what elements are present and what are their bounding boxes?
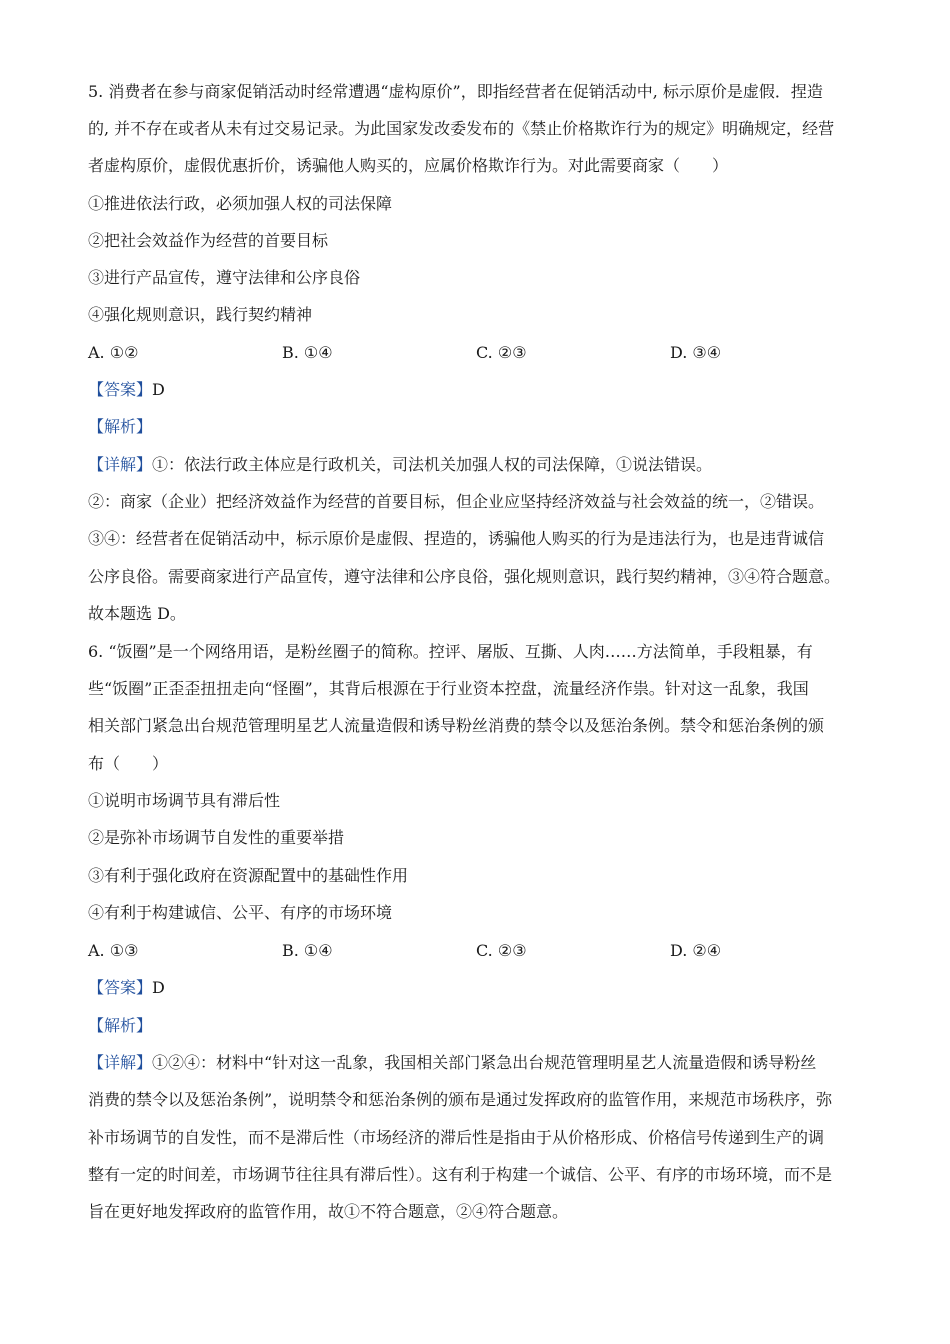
q6-stem-line-4: 布（ ） <box>88 754 169 773</box>
q5-stem-line-1: 5. 消费者在参与商家促销活动时经常遭遇“虚构原价”，即指经营者在促销活动中, 标示原价是虚假．捏造 <box>88 82 823 101</box>
q5-item-4: ④强化规则意识，践行契约精神 <box>88 305 313 324</box>
q5-detail-line-2: ②：商家（企业）把经济效益作为经营的首要目标，但企业应坚持经济效益与社会效益的统一，②错误。 <box>88 492 825 511</box>
q5-stem-line-3: 者虚构原价，虚假优惠折价，诱骗他人购买的，应属价格欺诈行为。对此需要商家（ ） <box>88 156 729 175</box>
q5-detail-line-3: ③④：经营者在促销活动中，标示原价是虚假、捏造的，诱骗他人购买的行为是违法行为，也是违背诚信 <box>88 529 825 548</box>
q6-detail-line-1 <box>88 1051 878 1075</box>
q5-item-3: ③进行产品宣传，遵守法律和公序良俗 <box>88 268 361 287</box>
q6-item-2: ②是弥补市场调节自发性的重要举措 <box>88 828 345 847</box>
q6-stem-line-1: 6. “饭圈”是一个网络用语，是粉丝圈子的简称。控评、屠版、互撕、人肉……方法简单，手段粗暴，有 <box>88 642 813 661</box>
q6-detail-line-4: 整有一定的时间差，市场调节往往具有滞后性）。这有利于构建一个诚信、公平、有序的市场环境，而不是 <box>88 1165 833 1184</box>
q5-detail-line-4: 公序良俗。需要商家进行产品宣传，遵守法律和公序良俗，强化规则意识，践行契约精神，③④符合题意。 <box>88 567 841 586</box>
q5-option-b: B. ①④ <box>282 343 333 362</box>
q5-option-c: C. ②③ <box>476 343 527 362</box>
q6-item-4: ④有利于构建诚信、公平、有序的市场环境 <box>88 903 393 922</box>
q6-option-b: B. ①④ <box>282 941 333 960</box>
q6-analysis-line <box>88 1014 878 1038</box>
q6-option-c: C. ②③ <box>476 941 527 960</box>
q5-detail-line-5: 故本题选 D。 <box>88 604 186 623</box>
q6-option-d: D. ②④ <box>670 941 722 960</box>
q6-item-1: ①说明市场调节具有滞后性 <box>88 791 281 810</box>
q5-answer-line <box>88 378 878 402</box>
q6-option-a: A. ①③ <box>88 941 139 960</box>
q5-analysis-line <box>88 415 878 439</box>
q5-option-d: D. ③④ <box>670 343 722 362</box>
q6-detail-tag: 【详解】 <box>88 1053 153 1072</box>
q5-stem-line-2: 的, 并不存在或者从未有过交易记录。为此国家发改委发布的《禁止价格欺诈行为的规定》明确规定，经营 <box>88 119 835 138</box>
q5-answer-value: D <box>152 380 165 399</box>
q5-detail-line-1 <box>88 453 878 477</box>
q6-answer-value: D <box>152 978 165 997</box>
q5-analysis-tag: 【解析】 <box>88 417 153 436</box>
q5-detail-tag: 【详解】 <box>88 455 153 474</box>
q6-detail-text-1: ①②④：材料中“针对这一乱象，我国相关部门紧急出台规范管理明星艺人流量造假和诱导粉丝 <box>152 1053 817 1072</box>
q6-answer-tag: 【答案】 <box>88 978 153 997</box>
q6-detail-line-5: 旨在更好地发挥政府的监管作用，故①不符合题意，②④符合题意。 <box>88 1202 569 1221</box>
q6-stem-line-3: 相关部门紧急出台规范管理明星艺人流量造假和诱导粉丝消费的禁令以及惩治条例。禁令和惩治条例的颁 <box>88 716 825 735</box>
q5-answer-tag: 【答案】 <box>88 380 153 399</box>
q5-item-2: ②把社会效益作为经营的首要目标 <box>88 231 329 250</box>
q6-detail-line-3: 补市场调节的自发性，而不是滞后性（市场经济的滞后性是指由于从价格形成、价格信号传递到生产的调 <box>88 1128 825 1147</box>
q5-detail-text-1: ①：依法行政主体应是行政机关，司法机关加强人权的司法保障，①说法错误。 <box>152 455 713 474</box>
q6-answer-line <box>88 976 878 1000</box>
q6-detail-line-2: 消费的禁令以及惩治条例”，说明禁令和惩治条例的颁布是通过发挥政府的监管作用，来规范市场秩序，弥 <box>88 1090 833 1109</box>
q6-stem-line-2: 些“饭圈”正歪歪扭扭走向“怪圈”，其背后根源在于行业资本控盘，流量经济作祟。针对这一乱象，我国 <box>88 679 809 698</box>
q6-analysis-tag: 【解析】 <box>88 1016 153 1035</box>
q6-item-3: ③有利于强化政府在资源配置中的基础性作用 <box>88 866 409 885</box>
q5-option-a: A. ①② <box>88 343 139 362</box>
q5-item-1: ①推进依法行政，必须加强人权的司法保障 <box>88 194 393 213</box>
